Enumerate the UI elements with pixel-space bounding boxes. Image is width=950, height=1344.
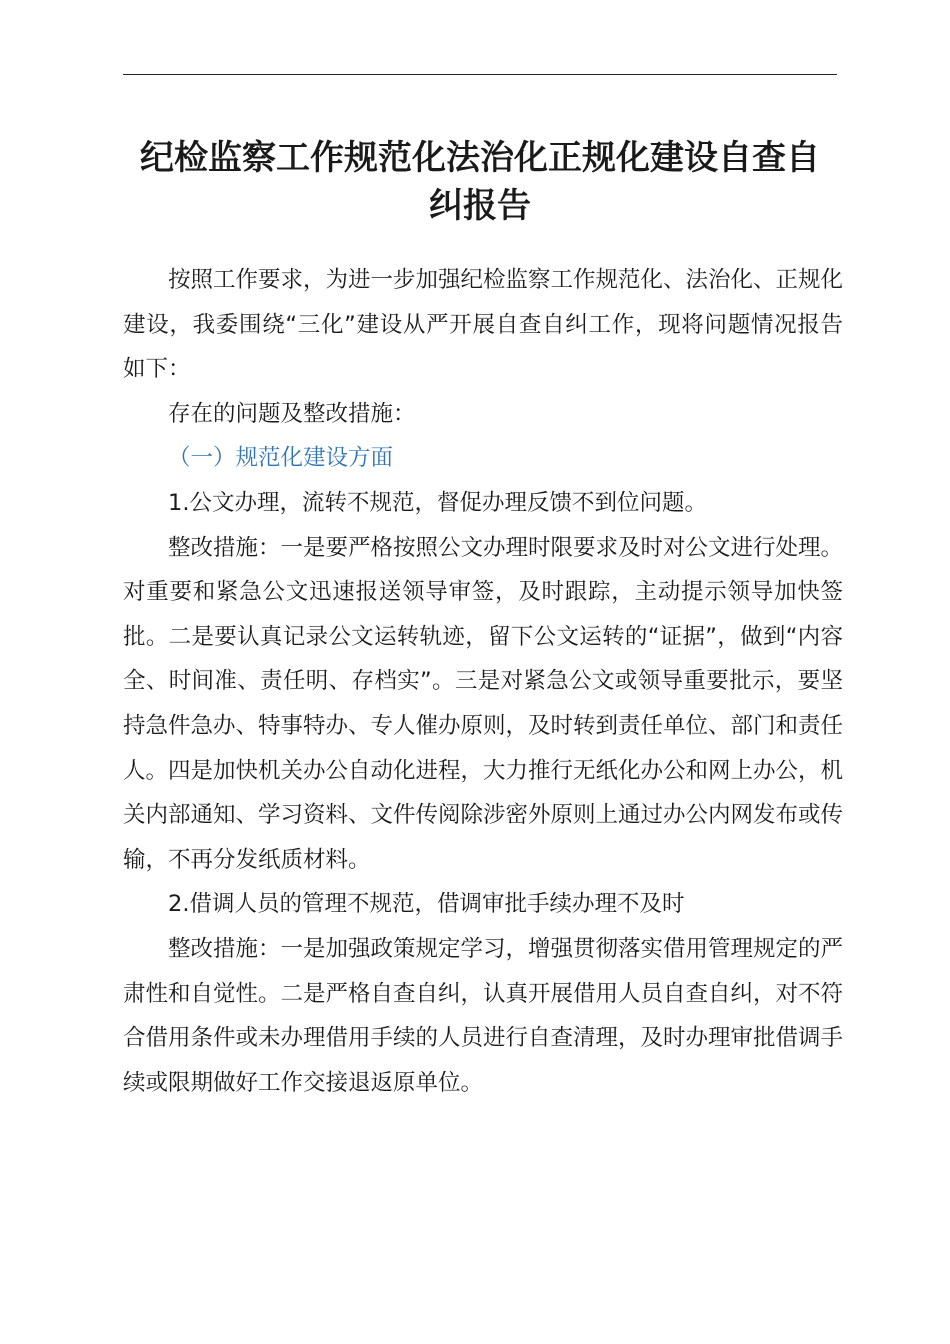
title-line-1: 纪检监察工作规范化法治化正规化建设自查自 [140, 138, 820, 178]
rectification-1: 整改措施：一是要严格按照公文办理时限要求及时对公文进行处理。对重要和紧急公文迅速报送领导审签，及时跟踪，主动提示领导加快签批。二是要认真记录公文运转轨迹，留下公文运转的“证据”，做到“内容全、时间准、责任明、存档实”。三是对紧急公文或领导重要批示，要坚持急件急办、特事特办、专人催办原则，及时转到责任单位、部门和责任人。四是加快机关办公自动化进程，大力推行无纸化办公和网上办公，机关内部通知、学习资料、文件传阅除涉密外原则上通过办公内网发布或传输，不再分发纸质材料。 [123, 534, 844, 873]
document-title [123, 134, 837, 230]
intro-paragraph: 按照工作要求，为进一步加强纪检监察工作规范化、法治化、正规化建设，我委围绕“三化”建设从严开展自查自纠工作，现将问题情况报告如下： [123, 267, 844, 383]
rectification-2: 整改措施：一是加强政策规定学习，增强贯彻落实借用管理规定的严肃性和自觉性。二是严格自查自纠，认真开展借用人员自查自纠，对不符合借用条件或未办理借用手续的人员进行自查清理，及时办理审批借调手续或限期做好工作交接退返原单位。 [123, 935, 844, 1096]
problems-heading: 存在的问题及整改措施： [168, 400, 416, 427]
issue-1: 1.公文办理，流转不规范，督促办理反馈不到位问题。 [168, 489, 707, 516]
document-body [123, 258, 843, 1105]
title-line-2: 纠报告 [429, 186, 531, 226]
header-rule [123, 74, 837, 75]
section-heading-standardization: （一）规范化建设方面 [168, 445, 394, 472]
issue-2: 2.借调人员的管理不规范，借调审批手续办理不及时 [168, 891, 685, 918]
